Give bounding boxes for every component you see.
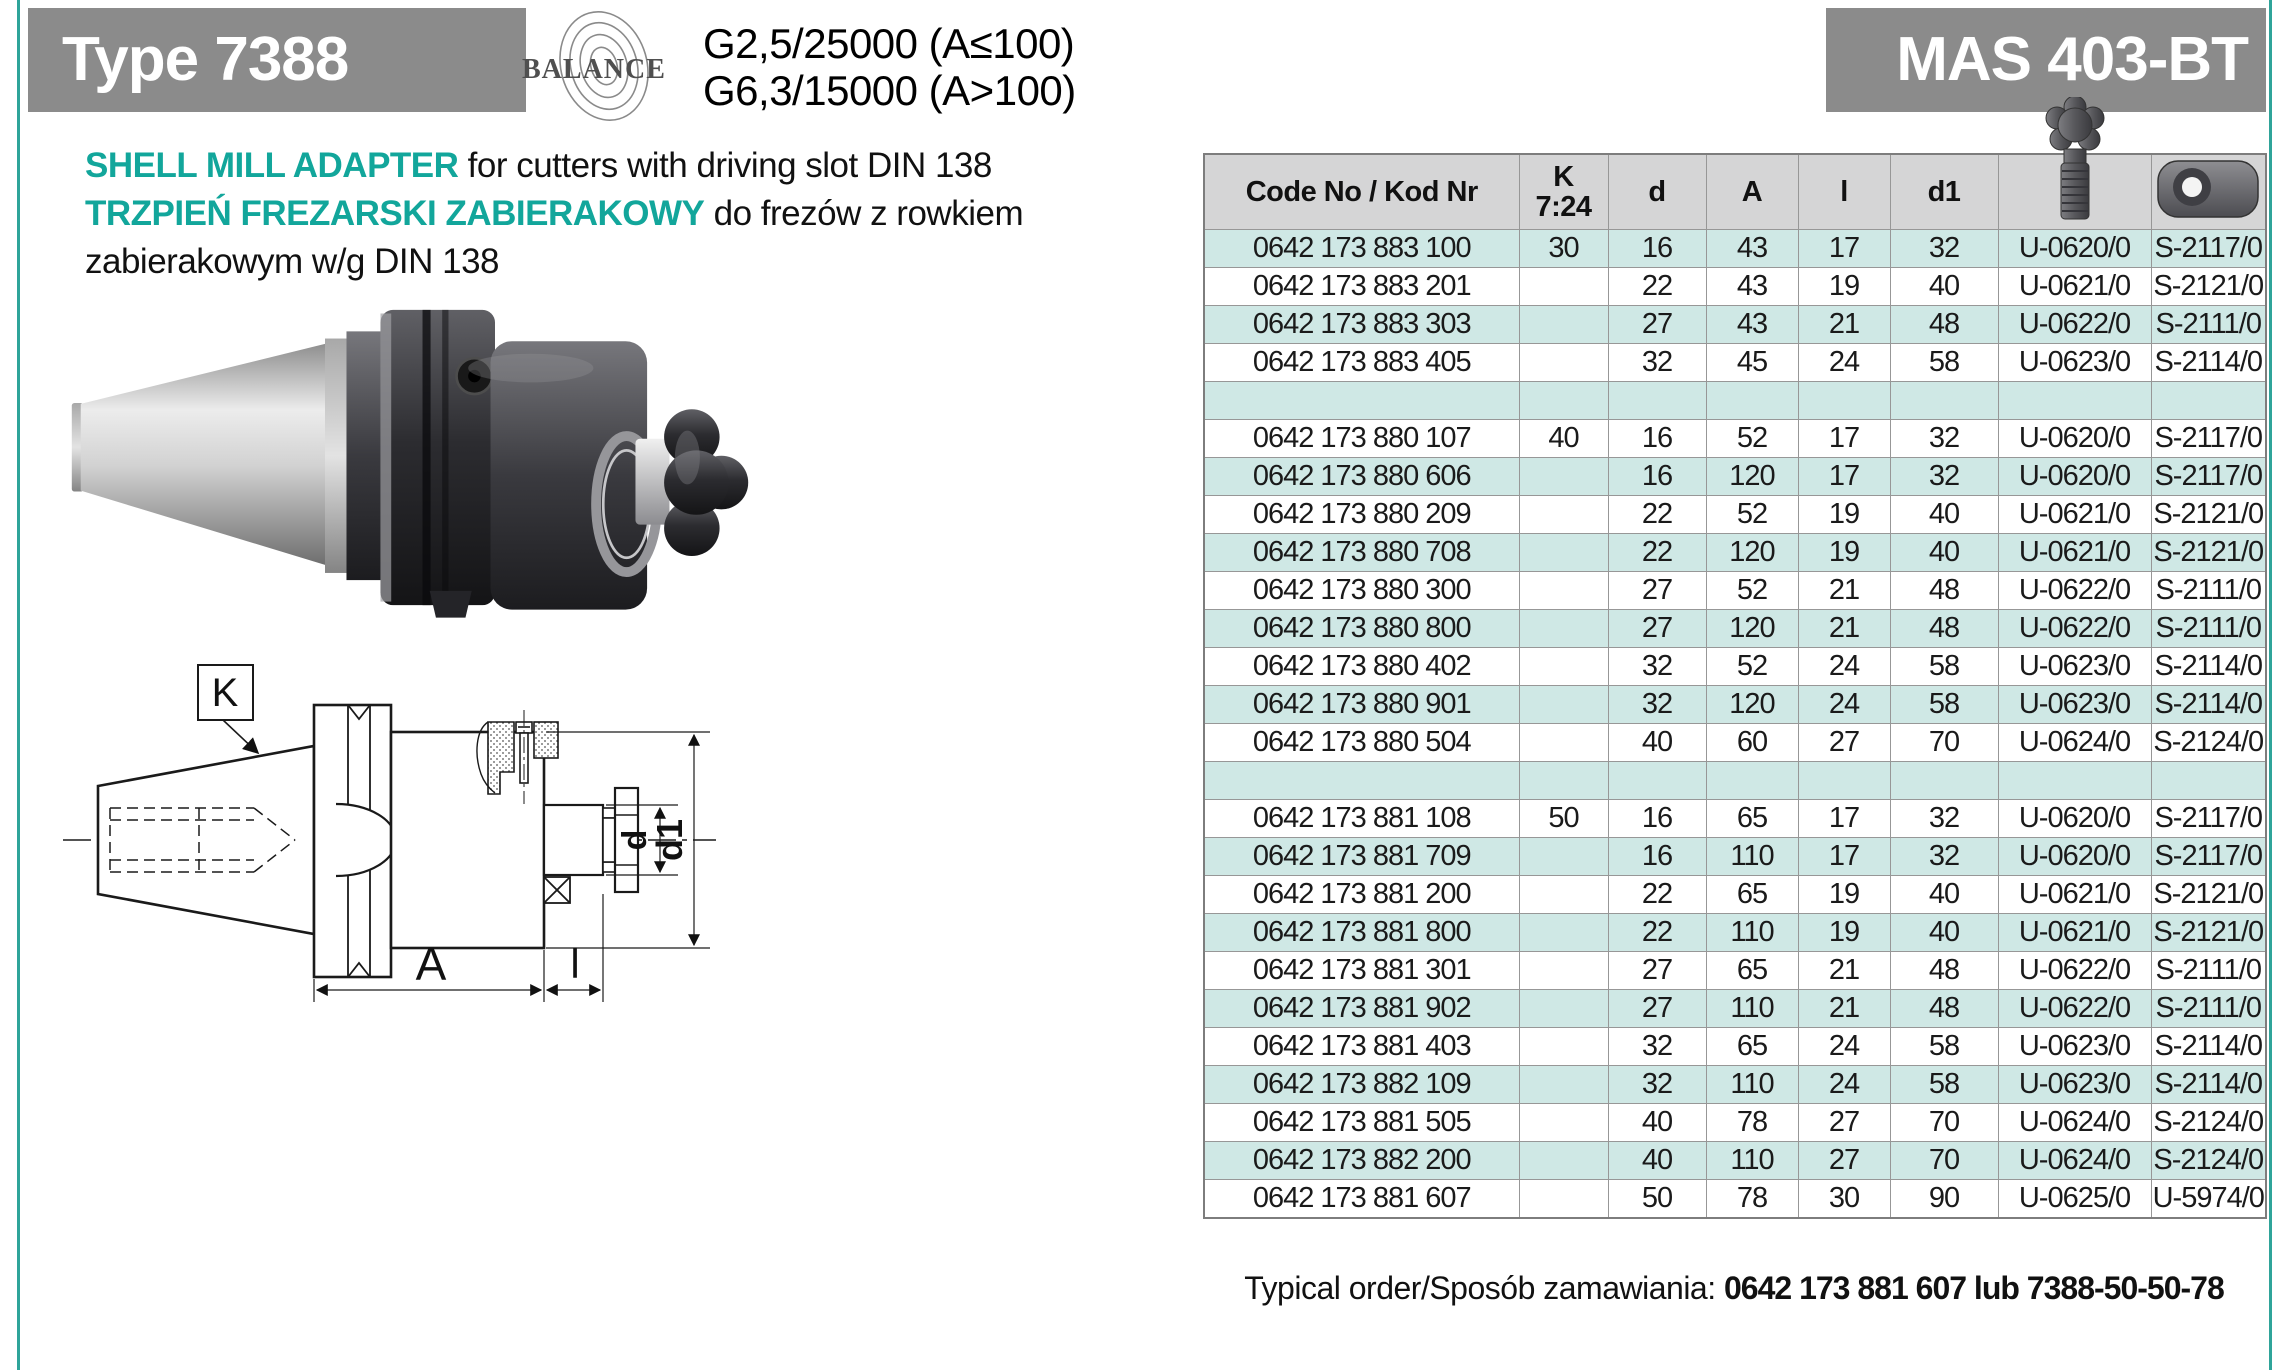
left-accent-rule [17,0,20,1370]
table-cell: 110 [1706,838,1798,876]
table-cell: 0642 173 881 709 [1204,838,1519,876]
table-cell: S-2124/0 [2151,1142,2266,1180]
table-cell: 21 [1798,572,1890,610]
table-cell [2151,382,2266,420]
col-header-d: d [1608,154,1706,230]
table-cell: 48 [1890,572,1998,610]
table-row [1204,420,2266,458]
table-cell: 70 [1890,1104,1998,1142]
table-cell: 40 [1519,420,1608,458]
table-cell: S-2111/0 [2151,572,2266,610]
table-cell: 60 [1706,724,1798,762]
table-cell: 32 [1890,838,1998,876]
table-cell: 32 [1608,1066,1706,1104]
table-cell [1519,496,1608,534]
table-cell: U-0622/0 [1998,952,2151,990]
separator-row [1204,382,2266,420]
title-pl-rest: do frezów z rowkiem [704,194,1024,233]
table-cell: 58 [1890,1028,1998,1066]
table-cell: U-0621/0 [1998,268,2151,306]
table-cell [2151,762,2266,800]
col-header-a: A [1706,154,1798,230]
table-cell: S-2111/0 [2151,610,2266,648]
table-cell: U-0621/0 [1998,496,2151,534]
table-cell: 0642 173 881 505 [1204,1104,1519,1142]
table-cell: 65 [1706,1028,1798,1066]
table-cell: U-0620/0 [1998,420,2151,458]
table-cell: S-2121/0 [2151,496,2266,534]
spec-table [1203,153,2267,1219]
table-header-row [1204,154,2266,230]
table-cell: 22 [1608,268,1706,306]
table-cell: 27 [1798,1142,1890,1180]
table-cell [1706,382,1798,420]
table-cell: 48 [1890,990,1998,1028]
table-cell [1519,990,1608,1028]
table-cell: U-0624/0 [1998,1104,2151,1142]
table-cell: 17 [1798,458,1890,496]
table-cell: U-0624/0 [1998,1142,2151,1180]
table-row [1204,686,2266,724]
table-cell: 32 [1890,420,1998,458]
product-photo [70,292,750,623]
table-cell: 32 [1608,344,1706,382]
taper-shank-photo [72,331,381,580]
table-cell: 19 [1798,496,1890,534]
separator-row [1204,762,2266,800]
table-cell: S-2121/0 [2151,876,2266,914]
table-cell [1890,382,1998,420]
table-cell: 0642 173 881 902 [1204,990,1519,1028]
table-cell: S-2117/0 [2151,838,2266,876]
table-cell: 110 [1706,1066,1798,1104]
table-cell: 0642 173 881 108 [1204,800,1519,838]
table-cell: 0642 173 881 301 [1204,952,1519,990]
table-cell: 78 [1706,1104,1798,1142]
table-cell: S-2124/0 [2151,724,2266,762]
table-cell: 50 [1519,800,1608,838]
table-row [1204,496,2266,534]
table-row [1204,1066,2266,1104]
table-cell: 48 [1890,952,1998,990]
table-row [1204,1180,2266,1219]
type-header-box [28,8,526,112]
table-cell: 16 [1608,420,1706,458]
table-cell: 32 [1890,800,1998,838]
l-label: l [570,940,580,987]
table-cell: 0642 173 880 800 [1204,610,1519,648]
table-row [1204,344,2266,382]
table-cell: 50 [1608,1180,1706,1219]
col-header-screw [1998,154,2151,230]
table-cell: S-2117/0 [2151,458,2266,496]
table-cell: 0642 173 880 504 [1204,724,1519,762]
table-cell: 58 [1890,648,1998,686]
table-cell [1519,838,1608,876]
star-nut-photo [664,409,748,556]
table-cell: S-2117/0 [2151,420,2266,458]
table-cell: 0642 173 881 200 [1204,876,1519,914]
table-cell: U-0623/0 [1998,648,2151,686]
flange-outline [314,705,396,977]
standard-label: MAS 403-BT [1896,25,2248,94]
table-cell: 24 [1798,344,1890,382]
table-cell: S-2111/0 [2151,306,2266,344]
table-row [1204,1142,2266,1180]
table-cell: 0642 173 882 109 [1204,1066,1519,1104]
table-cell: 21 [1798,952,1890,990]
table-cell: 21 [1798,990,1890,1028]
table-cell: 110 [1706,1142,1798,1180]
table-cell: 120 [1706,458,1798,496]
table-cell: 52 [1706,496,1798,534]
title-pl-line2: zabierakowym w/g DIN 138 [85,242,499,281]
table-cell: S-2124/0 [2151,1104,2266,1142]
table-row [1204,572,2266,610]
table-cell: 0642 173 883 201 [1204,268,1519,306]
table-cell [1519,306,1608,344]
table-cell: 0642 173 880 606 [1204,458,1519,496]
table-cell [1519,534,1608,572]
table-cell [1519,876,1608,914]
table-cell: 22 [1608,914,1706,952]
table-row [1204,914,2266,952]
table-cell: 0642 173 881 607 [1204,1180,1519,1219]
table-cell: 17 [1798,800,1890,838]
table-cell: 0642 173 881 403 [1204,1028,1519,1066]
adapter-body-photo [468,341,669,609]
table-cell: 40 [1890,496,1998,534]
table-cell [1519,610,1608,648]
table-cell: 78 [1706,1180,1798,1219]
driving-tenon-icon [2156,157,2260,221]
technical-drawing [48,622,768,1017]
table-cell: 40 [1890,914,1998,952]
table-cell: 120 [1706,534,1798,572]
table-cell: 32 [1608,1028,1706,1066]
table-cell [1204,762,1519,800]
table-cell: 90 [1890,1180,1998,1219]
table-cell: S-2121/0 [2151,914,2266,952]
table-cell: U-0623/0 [1998,344,2151,382]
title-pl [85,194,1023,234]
table-cell: 30 [1519,230,1608,268]
table-cell [1519,268,1608,306]
table-cell: 110 [1706,990,1798,1028]
table-cell: S-2121/0 [2151,268,2266,306]
balance-grade-2: G6,3/15000 (A>100) [703,67,1076,114]
table-cell: 48 [1890,306,1998,344]
table-cell: 17 [1798,838,1890,876]
table-cell [1519,572,1608,610]
table-cell: 19 [1798,914,1890,952]
table-cell [1706,762,1798,800]
table-cell: U-0622/0 [1998,990,2151,1028]
table-cell: 27 [1608,610,1706,648]
table-row [1204,838,2266,876]
col-header-d1: d1 [1890,154,1998,230]
table-cell: 19 [1798,534,1890,572]
table-cell: 16 [1608,458,1706,496]
d-label: d [616,829,654,851]
table-cell: 16 [1608,838,1706,876]
table-cell [1998,762,2151,800]
table-cell: 0642 173 883 100 [1204,230,1519,268]
table-cell: 21 [1798,610,1890,648]
table-cell: 43 [1706,230,1798,268]
col-header-k-line1: K [1553,161,1574,193]
table-cell: 19 [1798,268,1890,306]
table-cell [1519,1180,1608,1219]
table-row [1204,990,2266,1028]
table-cell: 0642 173 880 209 [1204,496,1519,534]
table-cell: S-2121/0 [2151,534,2266,572]
table-cell: 40 [1890,268,1998,306]
table-cell [1519,686,1608,724]
table-cell: 45 [1706,344,1798,382]
table-cell [1519,458,1608,496]
table-cell: 120 [1706,610,1798,648]
table-cell: 52 [1706,648,1798,686]
table-cell: 40 [1890,534,1998,572]
table-cell: U-0622/0 [1998,610,2151,648]
balance-grade-1: G2,5/25000 (A≤100) [703,20,1075,67]
table-cell: 52 [1706,420,1798,458]
balance-label: BALANCE [522,54,666,85]
table-cell: S-2114/0 [2151,1028,2266,1066]
table-cell [1519,952,1608,990]
table-cell: 43 [1706,306,1798,344]
table-cell: 58 [1890,344,1998,382]
col-header-k-line2: 7:24 [1535,191,1592,223]
table-cell [1798,382,1890,420]
drive-key-section [544,877,570,903]
table-cell: 0642 173 880 107 [1204,420,1519,458]
table-row [1204,534,2266,572]
table-cell: 17 [1798,420,1890,458]
table-cell [1204,382,1519,420]
table-cell: 24 [1798,686,1890,724]
table-cell: 40 [1608,1142,1706,1180]
table-cell: 32 [1890,230,1998,268]
col-header-l: l [1798,154,1890,230]
table-cell [1519,1066,1608,1104]
table-cell: U-0622/0 [1998,572,2151,610]
table-cell: 40 [1608,724,1706,762]
table-cell: 27 [1608,990,1706,1028]
table-row [1204,724,2266,762]
table-cell: S-2114/0 [2151,648,2266,686]
flange-photo [380,310,495,618]
table-cell: 48 [1890,610,1998,648]
table-cell: U-0622/0 [1998,306,2151,344]
table-cell: 70 [1890,724,1998,762]
table-cell: 27 [1798,1104,1890,1142]
table-cell: 58 [1890,686,1998,724]
table-cell: U-0623/0 [1998,686,2151,724]
table-cell: 17 [1798,230,1890,268]
table-cell: 120 [1706,686,1798,724]
table-cell: 22 [1608,876,1706,914]
table-cell: 27 [1608,952,1706,990]
table-cell [1519,1104,1608,1142]
table-cell: 19 [1798,876,1890,914]
table-cell: 30 [1798,1180,1890,1219]
table-cell: 0642 173 883 303 [1204,306,1519,344]
table-cell: U-0621/0 [1998,914,2151,952]
table-cell: U-0623/0 [1998,1028,2151,1066]
table-cell: 27 [1608,572,1706,610]
table-cell: 16 [1608,230,1706,268]
table-cell: 0642 173 880 901 [1204,686,1519,724]
table-row [1204,306,2266,344]
table-cell: S-2111/0 [2151,990,2266,1028]
table-row [1204,610,2266,648]
caption-value: 0642 173 881 607 lub 7388-50-50-78 [1724,1270,2224,1306]
table-cell [1519,1028,1608,1066]
title-en-rest: for cutters with driving slot DIN 138 [458,146,992,185]
d1-label: d1 [649,818,690,862]
table-cell: U-0620/0 [1998,838,2151,876]
table-cell: U-0624/0 [1998,724,2151,762]
table-cell: 70 [1890,1142,1998,1180]
table-cell [1998,382,2151,420]
table-cell: 24 [1798,648,1890,686]
table-row [1204,458,2266,496]
table-cell: 0642 173 881 800 [1204,914,1519,952]
table-cell: 22 [1608,496,1706,534]
table-cell: 32 [1890,458,1998,496]
col-header-k [1519,154,1608,230]
right-accent-rule [2269,0,2272,1370]
title-en-highlight: SHELL MILL ADAPTER [85,146,459,185]
table-cell: 24 [1798,1066,1890,1104]
table-row [1204,648,2266,686]
table-cell: 32 [1608,648,1706,686]
table-cell: U-0620/0 [1998,800,2151,838]
table-cell: 24 [1798,1028,1890,1066]
balance-logo [512,8,690,126]
table-cell: 0642 173 880 402 [1204,648,1519,686]
table-cell: 22 [1608,534,1706,572]
table-cell [1519,1142,1608,1180]
table-cell [1519,382,1608,420]
table-cell [1890,762,1998,800]
col-header-tenon [2151,154,2266,230]
taper-outline [98,746,314,934]
table-cell: 43 [1706,268,1798,306]
table-cell: S-2114/0 [2151,1066,2266,1104]
table-cell: U-0620/0 [1998,458,2151,496]
k-label: K [211,671,239,715]
type-label: Type 7388 [62,25,349,94]
table-cell [1608,382,1706,420]
table-cell: U-0623/0 [1998,1066,2151,1104]
table-cell [1519,648,1608,686]
title-en [85,146,992,186]
table-cell: U-0625/0 [1998,1180,2151,1219]
table-cell: S-2111/0 [2151,952,2266,990]
table-cell: 110 [1706,914,1798,952]
table-cell: 52 [1706,572,1798,610]
table-cell: 40 [1890,876,1998,914]
clamping-screw-icon [2038,97,2112,237]
table-cell: S-2117/0 [2151,800,2266,838]
table-cell: 58 [1890,1066,1998,1104]
a-label: A [415,938,447,990]
table-row [1204,268,2266,306]
table-cell: 0642 173 880 300 [1204,572,1519,610]
table-cell: U-0620/0 [1998,230,2151,268]
balance-grades [703,20,1076,114]
table-cell [1519,724,1608,762]
title-pl-highlight: TRZPIEŃ FREZARSKI ZABIERAKOWY [85,194,705,233]
table-cell [1519,914,1608,952]
table-cell: 16 [1608,800,1706,838]
table-cell: 32 [1608,686,1706,724]
table-cell: U-0621/0 [1998,534,2151,572]
table-row [1204,876,2266,914]
table-cell: S-2117/0 [2151,230,2266,268]
table-cell: U-5974/0 [2151,1180,2266,1219]
table-cell: S-2114/0 [2151,686,2266,724]
table-cell: 40 [1608,1104,1706,1142]
table-cell: S-2114/0 [2151,344,2266,382]
table-row [1204,800,2266,838]
table-cell: 21 [1798,306,1890,344]
typical-order-caption [1203,1270,2265,1307]
table-cell [1519,762,1608,800]
table-cell: 27 [1608,306,1706,344]
table-cell [1798,762,1890,800]
table-body [1204,230,2266,1219]
table-cell: 27 [1798,724,1890,762]
table-cell: 0642 173 883 405 [1204,344,1519,382]
table-cell: 65 [1706,952,1798,990]
table-cell: 65 [1706,876,1798,914]
table-cell: 0642 173 880 708 [1204,534,1519,572]
table-cell [1608,762,1706,800]
table-row [1204,1104,2266,1142]
caption-label: Typical order/Sposób zamawiania: [1244,1270,1716,1306]
table-cell: U-0621/0 [1998,876,2151,914]
table-cell: 65 [1706,800,1798,838]
table-row [1204,1028,2266,1066]
col-header-code: Code No / Kod Nr [1204,154,1519,230]
table-cell: 0642 173 882 200 [1204,1142,1519,1180]
table-cell [1519,344,1608,382]
table-row [1204,952,2266,990]
